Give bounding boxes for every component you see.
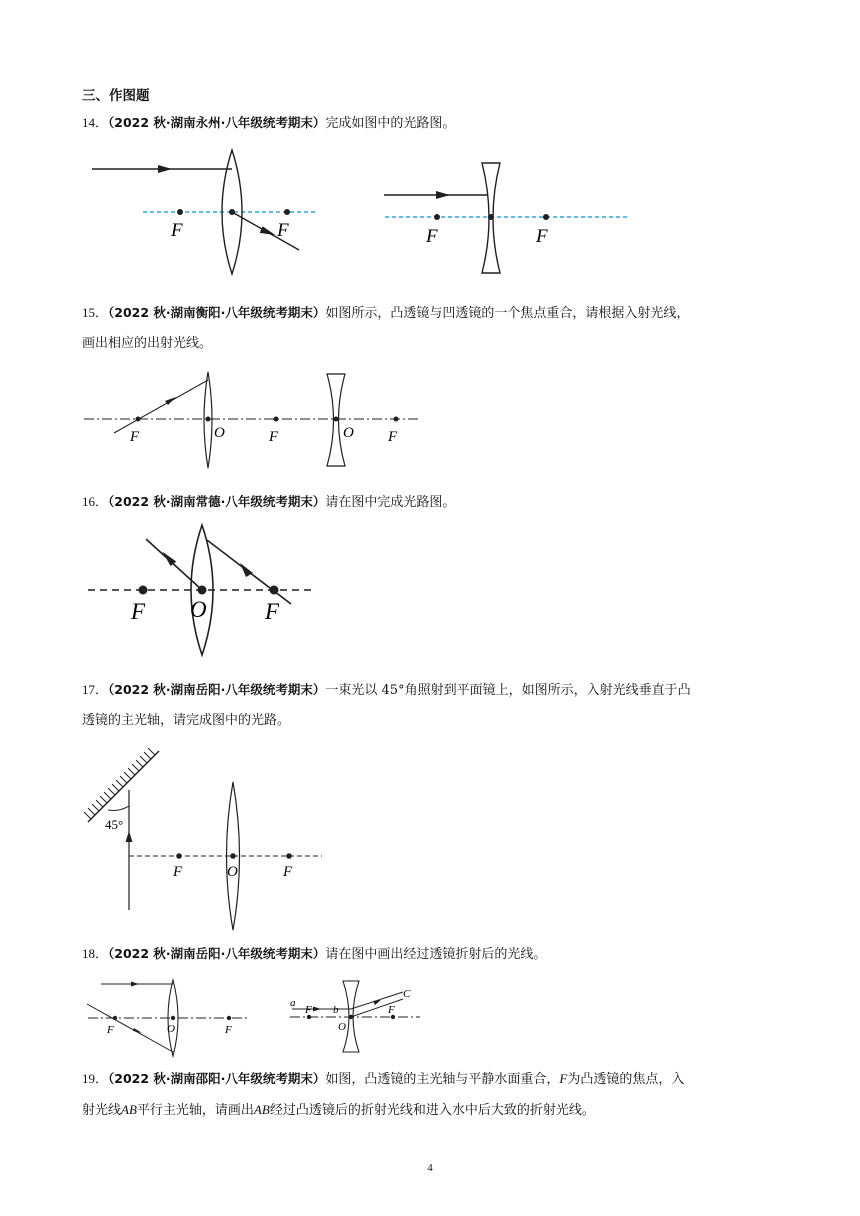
label-F: F bbox=[171, 220, 183, 241]
label-F: F bbox=[130, 429, 140, 445]
label-F: F bbox=[265, 599, 280, 624]
label-angle-45: 45° bbox=[105, 817, 124, 832]
question-text: 为凸透镜的焦点，入 bbox=[567, 1072, 685, 1087]
question-number: 15． bbox=[82, 305, 109, 320]
question-number: 16． bbox=[82, 494, 109, 509]
question-text-line2: 平行主光轴，请画出 bbox=[136, 1103, 254, 1118]
question-text: 一束光以 45°角照射到平面镜上，如图所示，入射光线垂直于凸 bbox=[325, 683, 691, 698]
label-O: O bbox=[190, 597, 207, 622]
question-text: 完成如图中的光路图。 bbox=[325, 116, 456, 131]
label-b: b bbox=[333, 1004, 339, 1016]
label-F: F bbox=[536, 226, 548, 247]
question-number: 18． bbox=[82, 946, 109, 961]
label-O: O bbox=[338, 1021, 346, 1033]
label-F: F bbox=[388, 429, 398, 445]
question-text: 如图所示，凸透镜与凹透镜的一个焦点重合，请根据入射光线， bbox=[325, 306, 690, 321]
section-title: 三、作图题 bbox=[82, 88, 150, 104]
fig18-concave-lens-group bbox=[290, 981, 420, 1052]
label-C: C bbox=[403, 988, 411, 1000]
label-F: F bbox=[283, 864, 293, 880]
question-text-line2: 画出相应的出射光线。 bbox=[82, 336, 213, 351]
question-source: （2022 秋·湖南常德·八年级统考期末） bbox=[108, 494, 326, 509]
question-source: （2022 秋·湖南永州·八年级统考期末） bbox=[108, 115, 326, 130]
question-text: 请在图中完成光路图。 bbox=[325, 495, 456, 510]
focus-variable: F bbox=[559, 1071, 568, 1086]
label-F: F bbox=[269, 429, 279, 445]
question-17 bbox=[82, 675, 782, 736]
label-F: F bbox=[225, 1024, 232, 1036]
label-F: F bbox=[131, 599, 146, 624]
fig15-lenses-group bbox=[84, 372, 418, 468]
question-source: （2022 秋·湖南邵阳·八年级统考期末） bbox=[108, 1071, 326, 1086]
fig16-convex-lens-group bbox=[88, 525, 312, 655]
question-text: 如图，凸透镜的主光轴与平静水面重合， bbox=[325, 1072, 560, 1087]
question-text-line2: 透镜的主光轴，请完成图中的光路。 bbox=[82, 713, 291, 728]
fig18-convex-lens-group bbox=[87, 980, 250, 1056]
label-a: a bbox=[290, 997, 296, 1009]
label-F: F bbox=[388, 1004, 395, 1016]
label-F: F bbox=[277, 220, 289, 241]
label-O: O bbox=[227, 864, 238, 880]
question-text: 请在图中画出经过透镜折射后的光线。 bbox=[325, 947, 547, 962]
question-number: 14． bbox=[82, 115, 109, 130]
label-O: O bbox=[343, 425, 354, 441]
label-F: F bbox=[426, 226, 438, 247]
fig14-convex-lens-group bbox=[92, 150, 318, 274]
label-F: F bbox=[305, 1004, 312, 1016]
ray-variable: AB bbox=[121, 1102, 137, 1117]
question-19 bbox=[82, 1064, 782, 1126]
question-text-line2: 经过凸透镜后的折射光线和进入水中后大致的折射光线。 bbox=[269, 1103, 595, 1118]
label-F: F bbox=[173, 864, 183, 880]
page-number: 4 bbox=[427, 1162, 433, 1174]
ray-variable: AB bbox=[253, 1102, 270, 1117]
fig14-concave-lens-group bbox=[384, 163, 628, 273]
label-F: F bbox=[107, 1024, 114, 1036]
question-18 bbox=[82, 939, 782, 970]
question-number: 17． bbox=[82, 682, 109, 697]
question-source: （2022 秋·湖南衡阳·八年级统考期末） bbox=[108, 305, 326, 320]
label-O: O bbox=[214, 425, 225, 441]
question-number: 19． bbox=[82, 1071, 109, 1086]
fig17-mirror-lens-group bbox=[84, 748, 322, 930]
question-15 bbox=[82, 298, 782, 359]
question-source: （2022 秋·湖南岳阳·八年级统考期末） bbox=[108, 946, 326, 961]
question-16 bbox=[82, 487, 782, 518]
label-O: O bbox=[167, 1023, 175, 1035]
question-text-line2: 射光线 bbox=[82, 1103, 122, 1118]
question-source: （2022 秋·湖南岳阳·八年级统考期末） bbox=[108, 682, 326, 697]
